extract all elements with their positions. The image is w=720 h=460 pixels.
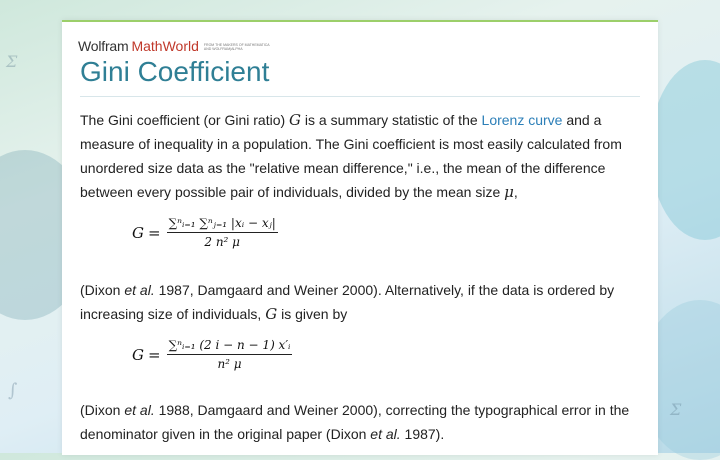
text-run: 1987). — [400, 426, 445, 442]
text-run: and a measure of inequality in a population. The Gini coefficient is most easily calculated from unordered size data as the "relative mean difference," i.e., the mean of the difference between every possible pair of individuals, divided by the mean size — [80, 112, 622, 200]
equation-numerator: ∑ⁿᵢ₌₁ ∑ⁿⱼ₌₁ |xᵢ − xⱼ| — [168, 216, 276, 230]
citation-et-al: et al. — [124, 402, 155, 418]
background-formula-glyph: ∫ — [8, 380, 18, 401]
logo-mathworld-text: MathWorld — [131, 38, 199, 54]
page-title: Gini Coefficient — [80, 56, 270, 87]
text-run: is given by — [277, 306, 348, 322]
equation-gini-unordered — [132, 216, 278, 249]
citation-et-al: et al. — [370, 426, 401, 442]
equation-lhs: G — [132, 345, 144, 364]
equation-fraction — [167, 338, 293, 371]
logo-tagline: FROM THE MAKERS OF MATHEMATICA AND WOLFRAM|ALPHA — [203, 43, 270, 51]
lorenz-curve-link[interactable]: Lorenz curve — [481, 112, 563, 128]
mathworld-logo[interactable] — [78, 38, 274, 54]
equation-gini-ordered — [132, 338, 292, 371]
text-run: (Dixon — [80, 282, 125, 298]
text-run: , — [513, 184, 518, 200]
math-variable-mu: μ — [504, 183, 514, 201]
equation-equals: = — [147, 345, 161, 364]
equation-lhs: G — [132, 223, 144, 242]
background-formula-glyph: Σ — [6, 52, 18, 71]
intro-paragraph — [80, 108, 645, 204]
citation-et-al: et al. — [124, 282, 155, 298]
equation-numerator: ∑ⁿᵢ₌₁ (2 i − n − 1) x′ᵢ — [168, 338, 291, 352]
background-formula-glyph: Σ — [670, 400, 682, 419]
alternative-paragraph — [80, 278, 645, 326]
text-run: 1988, Damgaard and Weiner 2000), correcting the typographical error in the denominator given in the original paper (Dixon — [80, 402, 630, 442]
text-run: The Gini coefficient (or Gini ratio) — [80, 112, 290, 128]
title-divider — [80, 96, 640, 97]
background-blob — [650, 60, 720, 240]
equation-denominator: 2 n² μ — [204, 235, 240, 249]
correction-paragraph — [80, 398, 645, 446]
text-run: is a summary statistic of the — [301, 112, 482, 128]
equation-denominator: n² μ — [217, 357, 242, 371]
equation-equals: = — [147, 223, 161, 242]
text-run: (Dixon — [80, 402, 125, 418]
logo-wolfram-text: Wolfram — [78, 38, 129, 54]
math-variable-g: G — [265, 305, 278, 323]
equation-fraction — [167, 216, 278, 249]
article-card — [62, 20, 658, 455]
math-variable-g: G — [289, 111, 302, 129]
text-run: 1987, Damgaard and Weiner 2000). Alternatively, if the data is ordered by increasing size of individuals, — [80, 282, 615, 322]
